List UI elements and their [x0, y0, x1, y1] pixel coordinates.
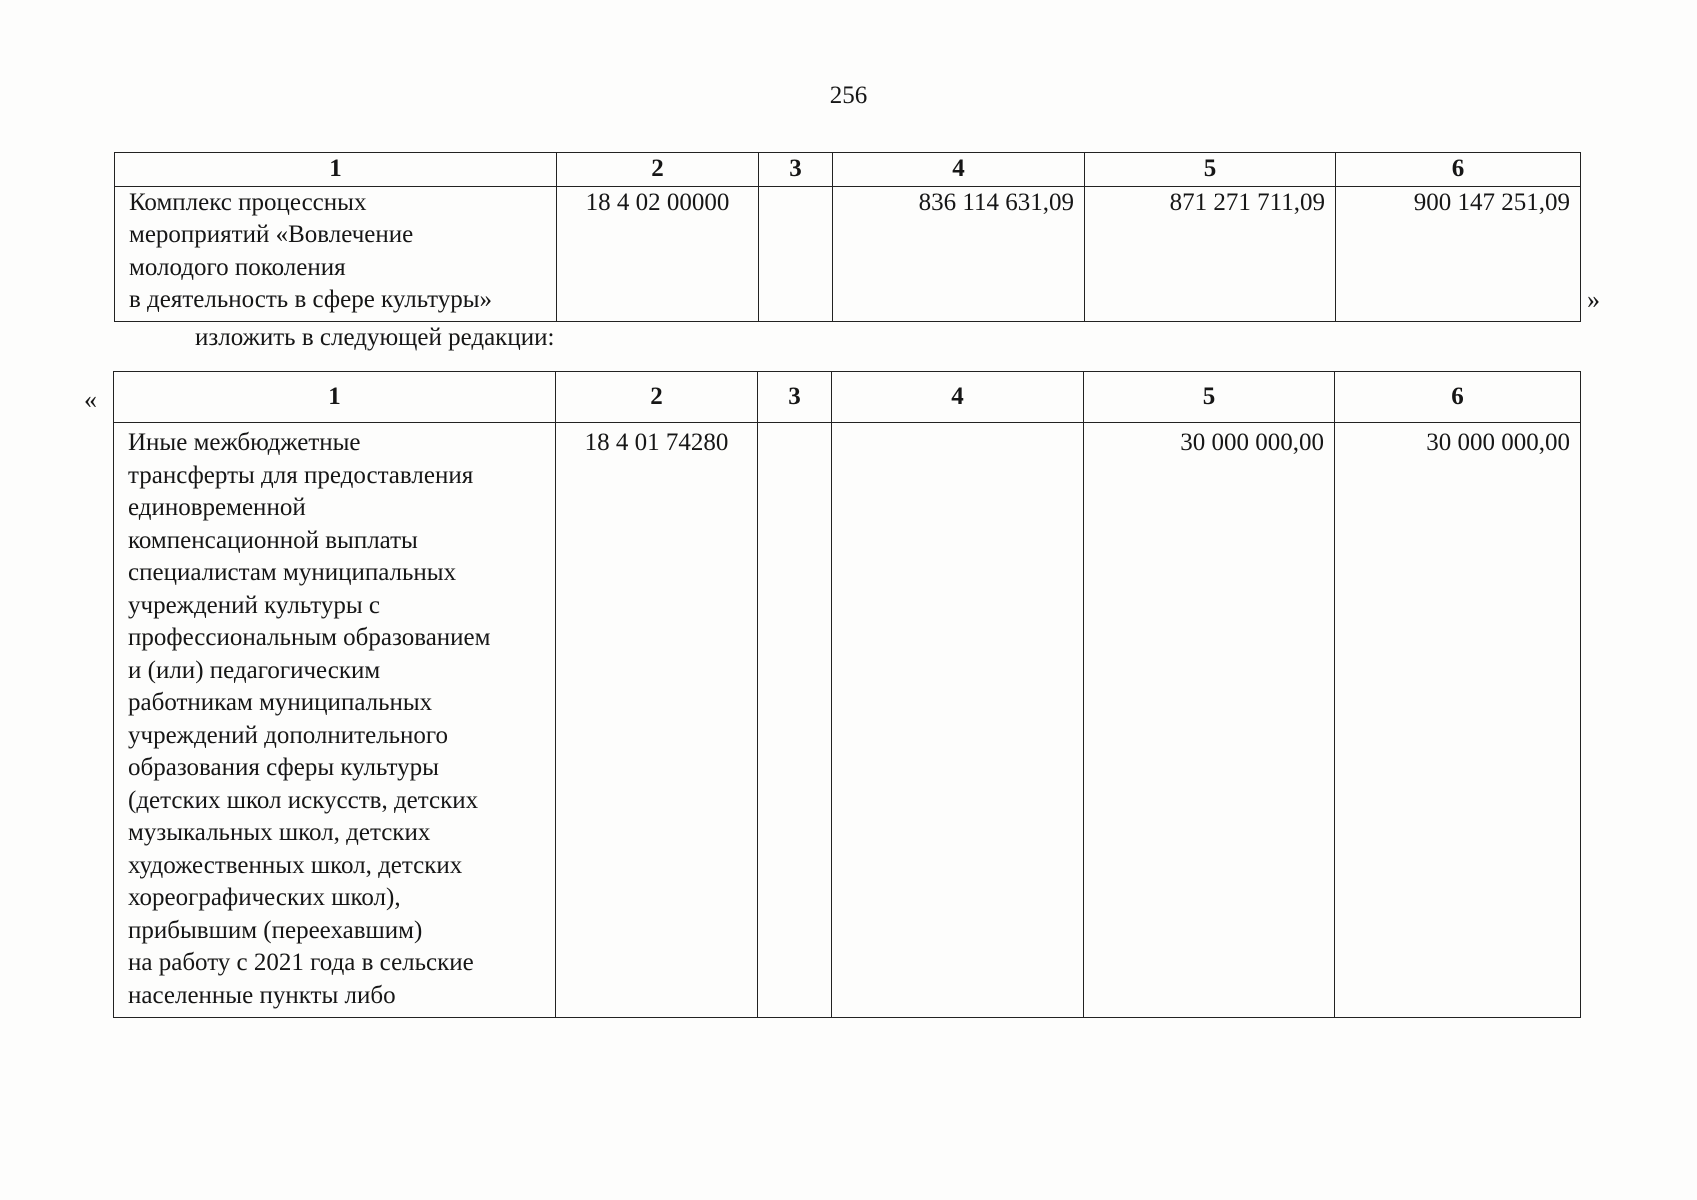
new-table [113, 371, 1581, 1018]
row-code-cell: 18 4 02 00000 [557, 186, 759, 321]
header-cell-1: 1 [115, 153, 557, 187]
header-cell-4: 4 [832, 372, 1084, 423]
row-name-line: специалистам муниципальных [128, 559, 457, 586]
row-col3-cell [759, 186, 833, 321]
row-name-line: молодого поколения [129, 253, 346, 281]
row-col4-cell: 836 114 631,09 [833, 186, 1085, 321]
row-name-line: работникам муниципальных [128, 689, 433, 716]
row-code-cell: 18 4 01 74280 [556, 423, 758, 1018]
closing-quote: » [1587, 285, 1600, 314]
row-col6-cell: 900 147 251,09 [1336, 186, 1581, 321]
row-name-line: трансферты для предоставления [128, 461, 474, 489]
row-name-line: в деятельность в сфере культуры» [129, 286, 493, 313]
row-name-line: профессиональным образованием [128, 624, 491, 651]
row-name-line: и (или) педагогическим [128, 656, 381, 684]
instruction-text: изложить в следующей редакции: [195, 324, 555, 351]
opening-quote: « [84, 385, 97, 414]
row-name-line: Комплекс процессных [129, 188, 367, 216]
header-row [114, 372, 1581, 423]
row-name-line: художественных школ, детских [128, 851, 463, 879]
header-cell-2: 2 [556, 372, 758, 423]
row-name-line: компенсационной выплаты [128, 526, 418, 554]
row-name-line: Иные межбюджетные [128, 429, 361, 456]
header-cell-3: 3 [759, 153, 833, 187]
row-name-cell [115, 186, 557, 321]
row-name-line: учреждений культуры с [128, 591, 381, 619]
row-name-line: хореографических школ), [128, 884, 401, 911]
row-name-line: единовременной [128, 494, 306, 521]
row-name-line: на работу с 2021 года в сельские [128, 949, 474, 976]
header-cell-6: 6 [1335, 372, 1581, 423]
row-name-line: прибывшим (переехавшим) [128, 916, 423, 944]
header-cell-5: 5 [1084, 372, 1335, 423]
row-name-line: образования сферы культуры [128, 754, 439, 781]
header-row [115, 153, 1581, 187]
header-cell-4: 4 [833, 153, 1085, 187]
header-cell-3: 3 [758, 372, 832, 423]
page-number: 256 [829, 82, 868, 109]
row-name-line: музыкальных школ, детских [128, 819, 431, 846]
header-cell-1: 1 [114, 372, 556, 423]
old-table [114, 152, 1581, 322]
row-name-line: учреждений дополнительного [128, 721, 449, 749]
row-col5-cell: 871 271 711,09 [1085, 186, 1336, 321]
row-col4-cell [832, 423, 1084, 1018]
header-cell-6: 6 [1336, 153, 1581, 187]
row-name-line: (детских школ искусств, детских [128, 786, 479, 814]
row-name-line: населенные пункты либо [128, 981, 396, 1009]
row-col3-cell [758, 423, 832, 1018]
table-row [115, 186, 1581, 321]
row-name-line: мероприятий «Вовлечение [129, 221, 414, 248]
row-col6-cell: 30 000 000,00 [1335, 423, 1581, 1018]
row-name-cell [114, 423, 556, 1018]
header-cell-2: 2 [557, 153, 759, 187]
row-col5-cell: 30 000 000,00 [1084, 423, 1335, 1018]
header-cell-5: 5 [1085, 153, 1336, 187]
table-row [114, 423, 1581, 1018]
